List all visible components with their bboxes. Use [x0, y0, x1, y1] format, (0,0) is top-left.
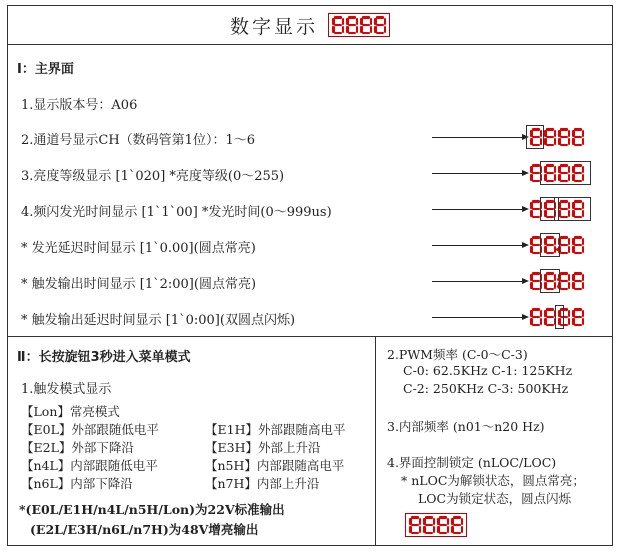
segment-bar — [532, 236, 540, 239]
arrow-trigger-delay — [432, 317, 527, 318]
segment-bar — [532, 164, 540, 167]
segment-bar — [362, 16, 370, 19]
segment-bar — [374, 26, 377, 33]
arrow-brightness — [432, 173, 527, 174]
segment-bar — [425, 532, 433, 535]
segment-bar — [540, 310, 543, 317]
segment-bar — [582, 130, 585, 137]
segment-bar — [419, 518, 422, 525]
segment-bar — [439, 524, 447, 527]
pwm-line2: C-2: 250KHz C-3: 500KHz — [403, 381, 569, 396]
segment-bar — [530, 174, 533, 181]
segment-bar — [532, 272, 540, 275]
segment-bar — [411, 532, 419, 535]
mode-e3h: 【E3H】外部上升沿 — [205, 440, 321, 455]
item-brightness: 3.亮度等级显示 [1`020] *亮度等级(0～255) — [21, 169, 285, 184]
segment-bar — [568, 246, 571, 253]
segment-bar — [532, 208, 540, 211]
item-version: 1.显示版本号：A06 — [21, 98, 138, 113]
segment-bar — [530, 318, 533, 325]
highlight-digit2-b — [540, 233, 560, 257]
item-flash-time: 4.频闪发光时间显示 [1`1`00] *发光时间(0～999us) — [21, 205, 332, 220]
segment-bar — [546, 128, 554, 131]
segment-bar — [560, 236, 568, 239]
section1-heading: Ⅰ：主界面 — [17, 62, 74, 77]
segment-bar — [461, 526, 464, 533]
highlight-colon — [555, 305, 564, 329]
segment-digit-icon — [572, 308, 584, 326]
mode-n6l: 【n6L】内部下降沿 — [21, 476, 133, 491]
pwm-title: 2.PWM频率 (C-0～C-3) — [387, 347, 528, 362]
segment-bar — [568, 318, 571, 325]
segment-bar — [554, 138, 557, 145]
lock-line2: LOC为锁定状态，圆点闪烁 — [418, 491, 572, 506]
segment-bar — [370, 26, 373, 33]
segment-bar — [348, 24, 356, 27]
segment-digit-icon — [360, 16, 372, 34]
segment-bar — [532, 200, 540, 203]
segment-digit-icon — [374, 16, 386, 34]
segment-bar — [574, 236, 582, 239]
segment-bar — [530, 210, 533, 217]
arrow-trigger-time — [432, 281, 527, 282]
mode-e2l: 【E2L】外部下降沿 — [21, 440, 134, 455]
segment-bar — [574, 128, 582, 131]
segment-bar — [582, 274, 585, 281]
segment-digit-icon — [332, 16, 344, 34]
segment-bar — [362, 32, 370, 35]
segment-bar — [582, 282, 585, 289]
segment-bar — [334, 32, 342, 35]
segment-bar — [532, 324, 540, 327]
segment-bar — [546, 144, 554, 147]
segment-bar — [334, 24, 342, 27]
segment-bar — [574, 252, 582, 255]
segment-bar — [560, 288, 568, 291]
segment-bar — [560, 144, 568, 147]
item-light-delay: * 发光延迟时间显示 [1`0.00](圆点常亮) — [21, 241, 256, 256]
segment-bar — [342, 18, 345, 25]
segment-bar — [356, 26, 359, 33]
mode-e1h: 【E1H】外部跟随高电平 — [205, 422, 346, 437]
lock-line1: * nLOC为解锁状态，圆点常亮； — [401, 473, 585, 488]
segment-bar — [530, 282, 533, 289]
segment-bar — [572, 318, 575, 325]
segment-bar — [582, 310, 585, 317]
segment-digit-icon — [423, 516, 435, 534]
segment-bar — [540, 318, 543, 325]
segment-bar — [574, 136, 582, 139]
segment-bar — [447, 518, 450, 525]
mode-n4l: 【n4L】内部跟随低电平 — [21, 458, 158, 473]
segment-bar — [453, 516, 461, 519]
segment-bar — [453, 532, 461, 535]
segment-bar — [572, 282, 575, 289]
segment-bar — [568, 238, 571, 245]
segment-bar — [560, 244, 568, 247]
highlight-digit1 — [526, 125, 544, 149]
mode-n7h: 【n7H】内部上升沿 — [205, 476, 320, 491]
segment-bar — [419, 526, 422, 533]
segment-bar — [568, 138, 571, 145]
segment-bar — [376, 16, 384, 19]
segment-bar — [332, 26, 335, 33]
segment-bar — [362, 24, 370, 27]
segment-bar — [532, 288, 540, 291]
segment-bar — [532, 308, 540, 311]
segment-bar — [560, 136, 568, 139]
segment-bar — [574, 288, 582, 291]
segment-bar — [574, 244, 582, 247]
segment-bar — [376, 24, 384, 27]
arrow-flash-time — [432, 209, 527, 210]
segment-bar — [530, 246, 533, 253]
segment-bar — [560, 128, 568, 131]
segment-bar — [560, 280, 568, 283]
title-divider — [8, 44, 612, 45]
segment-bar — [582, 238, 585, 245]
segment-bar — [439, 516, 447, 519]
segment-bar — [346, 26, 349, 33]
section2-heading: Ⅱ：长按旋钮3秒进入菜单模式 — [17, 350, 191, 365]
segment-bar — [546, 136, 554, 139]
segment-bar — [574, 316, 582, 319]
segment-bar — [425, 516, 433, 519]
segment-bar — [554, 130, 557, 137]
segment-bar — [582, 318, 585, 325]
segment-digit-icon — [437, 516, 449, 534]
decimal-dot-icon — [556, 248, 559, 251]
segment-bar — [532, 216, 540, 219]
segment-bar — [582, 138, 585, 145]
segment-bar — [544, 318, 547, 325]
colon-dot-bottom-icon — [557, 285, 560, 288]
segment-bar — [574, 308, 582, 311]
segment-bar — [568, 130, 571, 137]
highlight-digits34-a — [554, 197, 591, 221]
title-display-icon — [328, 13, 390, 37]
arrow-light-delay — [432, 245, 527, 246]
segment-bar — [582, 246, 585, 253]
segment-bar — [574, 324, 582, 327]
segment-bar — [439, 532, 447, 535]
internal-freq: 3.内部频率 (n01～n20 Hz) — [387, 419, 545, 434]
display-lock-icon — [405, 513, 467, 537]
segment-bar — [532, 244, 540, 247]
segment-bar — [433, 518, 436, 525]
segment-digit-icon — [451, 516, 463, 534]
segment-bar — [560, 272, 568, 275]
segment-bar — [568, 310, 571, 317]
segment-bar — [447, 526, 450, 533]
pwm-line1: C-0: 62.5KHz C-1: 125KHz — [403, 363, 573, 378]
trigger-mode-title: 1.触发模式显示 — [21, 382, 112, 397]
segment-bar — [356, 18, 359, 25]
segment-bar — [437, 526, 440, 533]
segment-digit-icon — [558, 128, 570, 146]
colon-dot-top-icon — [557, 278, 560, 281]
segment-bar — [348, 32, 356, 35]
segment-bar — [546, 308, 554, 311]
segment-digit-icon — [572, 236, 584, 254]
note-22v: *(E0L/E1H/n4L/n5H/Lon)为22V标准输出 — [19, 502, 285, 517]
segment-bar — [451, 526, 454, 533]
segment-bar — [423, 526, 426, 533]
segment-digit-icon — [572, 272, 584, 290]
segment-bar — [342, 26, 345, 33]
segment-bar — [544, 138, 547, 145]
segment-bar — [433, 526, 436, 533]
segment-digit-icon — [409, 516, 421, 534]
segment-bar — [574, 144, 582, 147]
segment-bar — [384, 18, 387, 25]
segment-bar — [384, 26, 387, 33]
segment-bar — [425, 524, 433, 527]
segment-bar — [532, 316, 540, 319]
segment-digit-icon — [572, 128, 584, 146]
segment-bar — [546, 316, 554, 319]
segment-bar — [360, 26, 363, 33]
column-divider — [375, 336, 376, 546]
mode-lon: 【Lon】常亮模式 — [21, 404, 120, 419]
segment-bar — [546, 324, 554, 327]
section-divider — [8, 336, 612, 337]
segment-bar — [348, 16, 356, 19]
highlight-digit2-c — [540, 269, 560, 293]
arrow-channel — [432, 137, 527, 138]
title-row — [8, 6, 612, 44]
segment-bar — [334, 16, 342, 19]
highlight-digits234 — [540, 161, 591, 185]
segment-digit-icon — [544, 128, 556, 146]
lock-title: 4.界面控制锁定 (nLOC/LOC) — [387, 455, 557, 470]
segment-bar — [409, 526, 412, 533]
mode-e0l: 【E0L】外部跟随低电平 — [21, 422, 159, 437]
segment-bar — [376, 32, 384, 35]
segment-bar — [532, 180, 540, 183]
segment-bar — [558, 138, 561, 145]
segment-digit-icon — [530, 308, 542, 326]
segment-bar — [532, 280, 540, 283]
segment-bar — [532, 172, 540, 175]
item-channel: 2.通道号显示CH（数码管第1位）：1～6 — [21, 133, 256, 148]
segment-bar — [411, 524, 419, 527]
item-trigger-time: * 触发输出时间显示 [1`2:00](圆点常亮) — [21, 277, 257, 292]
segment-bar — [560, 252, 568, 255]
item-trigger-delay: * 触发输出延迟时间显示 [1`0:00](双圆点闪烁) — [21, 313, 296, 328]
segment-bar — [568, 282, 571, 289]
segment-bar — [574, 280, 582, 283]
segment-bar — [568, 274, 571, 281]
note-48v: (E2L/E3H/n6L/n7H)为48V增亮输出 — [30, 522, 259, 537]
segment-digit-icon — [346, 16, 358, 34]
segment-bar — [572, 246, 575, 253]
segment-bar — [574, 272, 582, 275]
page-title: 数字显示 — [229, 15, 318, 38]
mode-n5h: 【n5H】内部跟随高电平 — [205, 458, 345, 473]
segment-bar — [461, 518, 464, 525]
segment-bar — [370, 18, 373, 25]
segment-bar — [572, 138, 575, 145]
segment-bar — [453, 524, 461, 527]
segment-bar — [532, 252, 540, 255]
segment-bar — [411, 516, 419, 519]
